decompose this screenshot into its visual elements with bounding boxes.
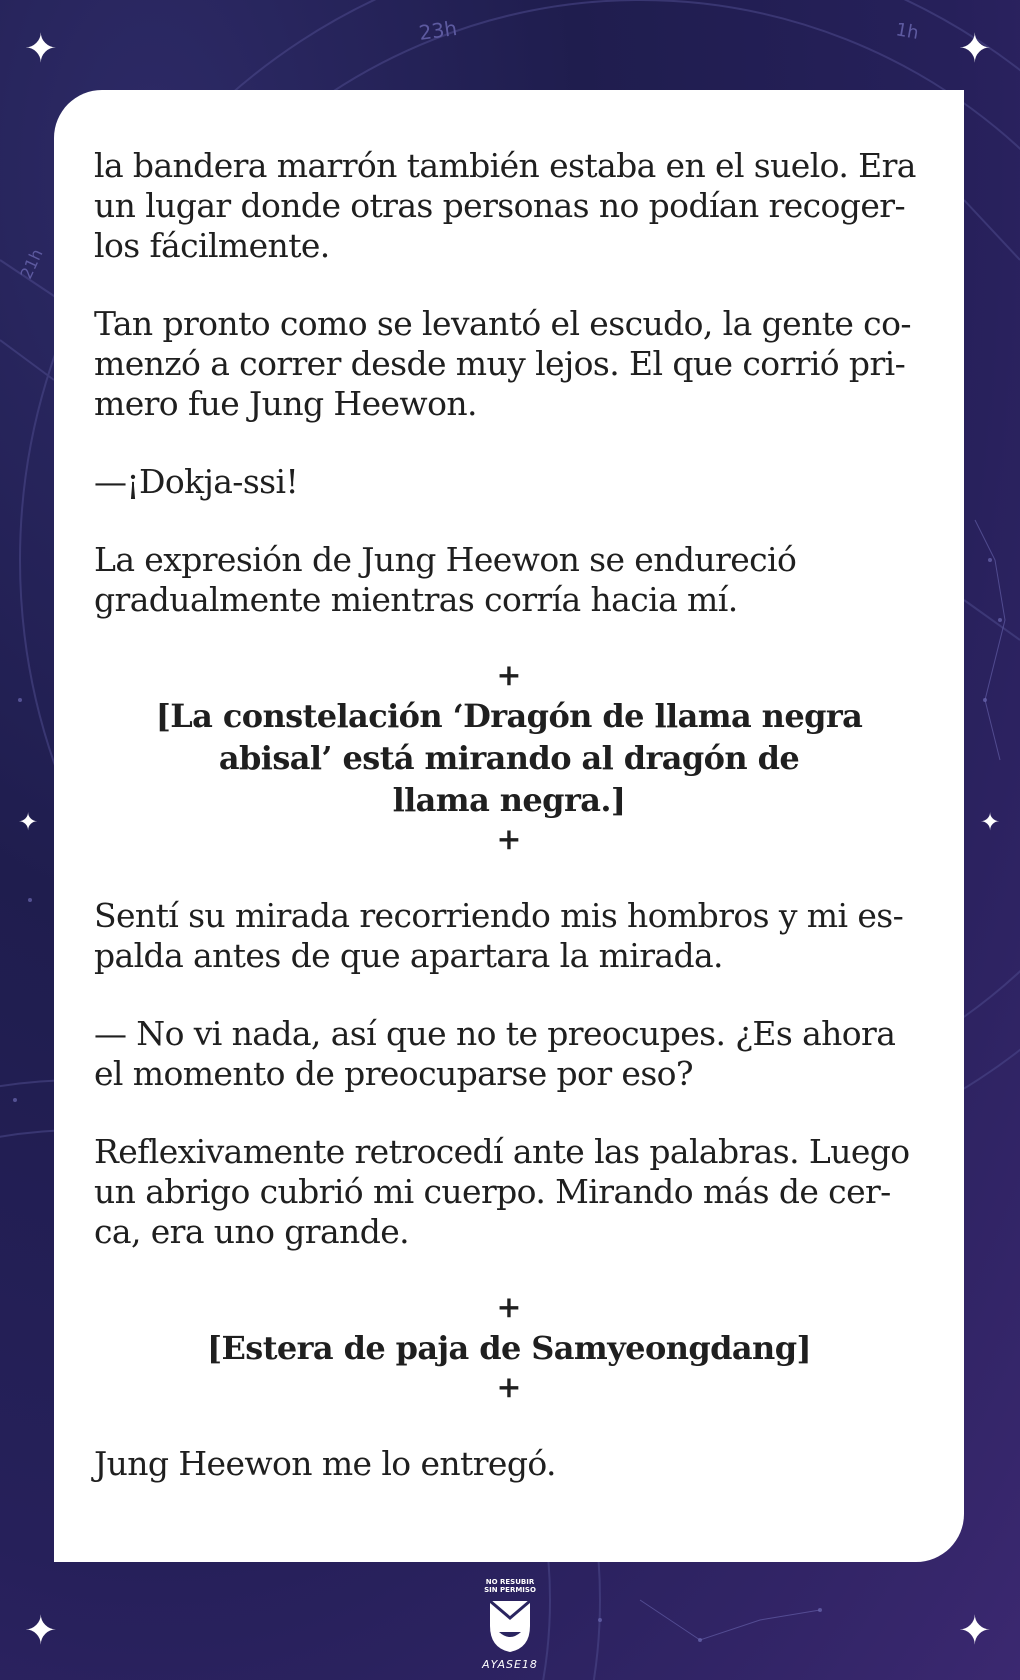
sparkle-icon: ✦ — [958, 26, 992, 72]
dial-label: 23h — [417, 15, 459, 45]
sparkle-icon: ✦ — [24, 1608, 58, 1654]
plus-marker: + — [496, 1290, 522, 1325]
text-card — [54, 90, 964, 1562]
system-message-line: [La constelación ‘Dragón de llama negra — [155, 697, 863, 735]
system-message-line: llama negra.] — [392, 781, 626, 819]
system-message-line: [Estera de paja de Samyeongdang] — [206, 1329, 812, 1367]
paragraph: Reflexivamente retrocedí ante las palabras. Luego un abrigo cubrió mi cuerpo. Mirando más de cerca, era uno grande. — [94, 1132, 910, 1251]
mask-icon — [485, 1596, 535, 1656]
plus-marker: + — [496, 822, 522, 857]
watermark-text: NO RESUBIR SIN PERMISO — [484, 1578, 536, 1594]
plus-marker: + — [496, 1370, 522, 1405]
paragraph: la bandera marrón también estaba en el suelo. Era un lugar donde otras personas no podían recogerlos fácilmente. — [94, 146, 916, 265]
sparkle-icon: ✦ — [980, 808, 1001, 836]
paragraph: Sentí su mirada recorriendo mis hombros y mi espalda antes de que apartara la mirada. — [94, 896, 904, 975]
paragraph: Jung Heewon me lo entregó. — [94, 1444, 556, 1483]
system-message — [94, 1290, 924, 1406]
sparkle-icon: ✦ — [18, 808, 39, 836]
system-message — [94, 658, 924, 858]
dialogue-line: — No vi nada, así que no te preocupes. ¿Es ahora el momento de preocuparse por eso? — [94, 1014, 896, 1093]
paragraph: Tan pronto como se levantó el escudo, la gente comenzó a correr desde muy lejos. El que corrió primero fue Jung Heewon. — [94, 304, 912, 423]
plus-marker: + — [496, 658, 522, 693]
sparkle-icon: ✦ — [958, 1608, 992, 1654]
watermark-signature: AYASE18 — [482, 1658, 538, 1671]
watermark-logo — [450, 1578, 570, 1674]
dial-label: 1h — [894, 19, 921, 44]
dial-label: 21h — [16, 246, 47, 282]
system-message-line: abisal’ está mirando al dragón de — [218, 739, 800, 777]
sparkle-icon: ✦ — [24, 26, 58, 72]
dialogue-line: —¡Dokja-ssi! — [94, 462, 299, 501]
paragraph: La expresión de Jung Heewon se endureció gradualmente mientras corría hacia mí. — [94, 540, 797, 619]
